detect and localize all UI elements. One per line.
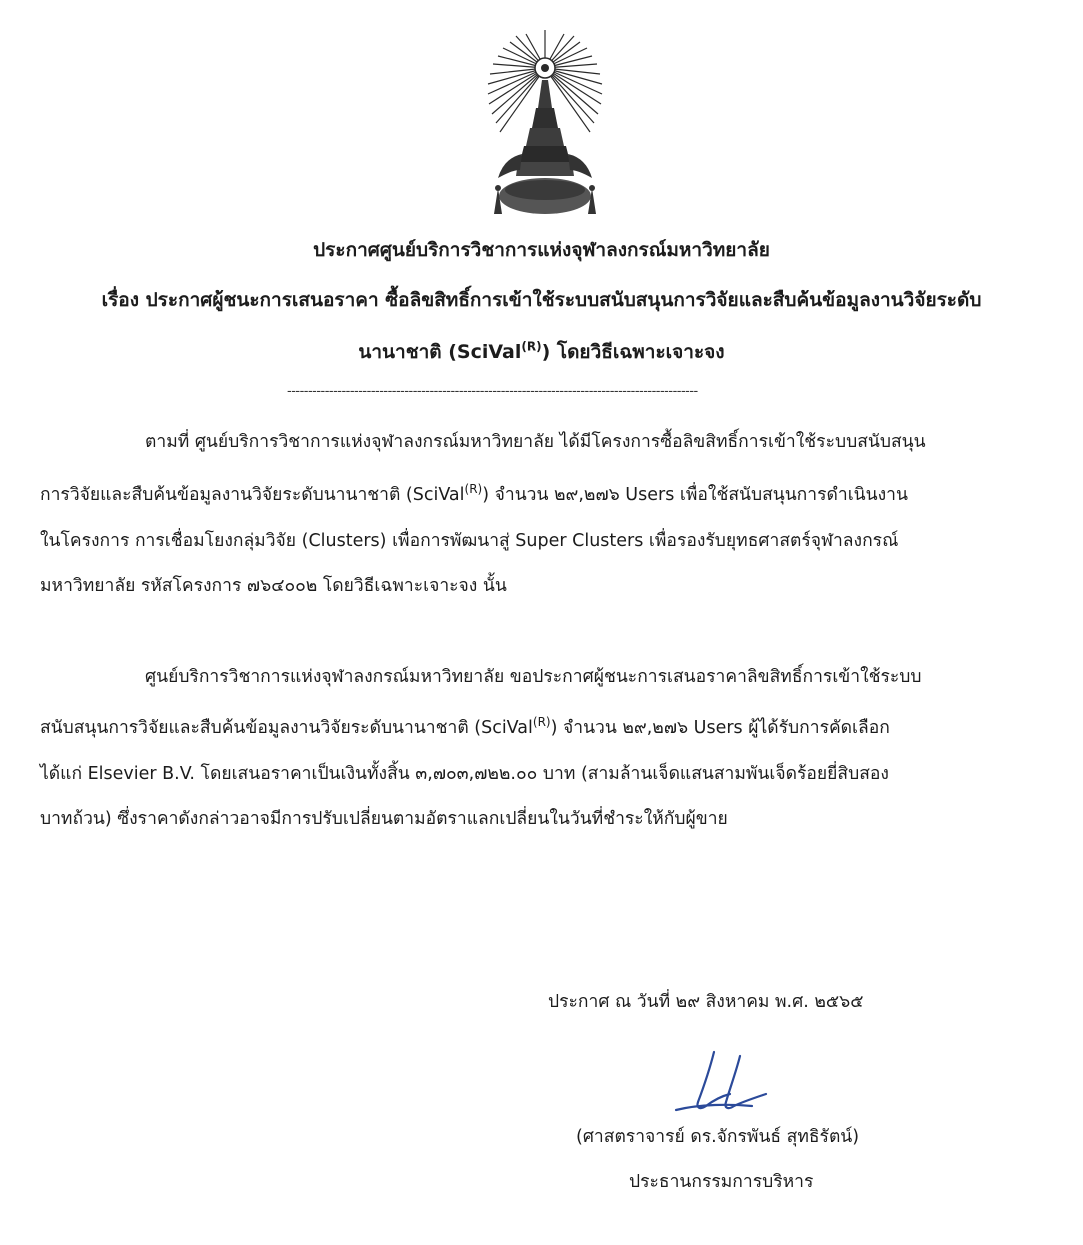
divider-line: -------------------------------------------------------------------------------------------------- [287,384,698,399]
p2-line2-post: ) จำนวน ๒๙,๒๗๖ Users ผู้ได้รับการคัดเลือก [550,718,890,738]
paragraph-2-line-2 [40,716,890,740]
paragraph-1-line-4: มหาวิทยาลัย รหัสโครงการ ๗๖๔๐๐๒ โดยวิธีเฉพาะเจาะจง นั้น [40,576,507,596]
handwritten-signature-icon [670,1046,790,1120]
paragraph-1-line-2 [40,483,908,507]
signatory-title: ประธานกรรมการบริหาร [629,1172,814,1192]
registered-mark: (R) [521,339,542,354]
announcement-subject: เรื่อง ประกาศผู้ชนะการเสนอราคา ซื้อลิขสิทธิ์การเข้าใช้ระบบสนับสนุนการวิจัยและสืบค้นข้อมูลงานวิจัยระดับ [101,289,982,311]
paragraph-2-line-4: บาทถ้วน) ซึ่งราคาดังกล่าวอาจมีการปรับเปลี่ยนตามอัตราแลกเปลี่ยนในวันที่ชำระให้กับผู้ขาย [40,809,728,829]
registered-mark: (R) [532,715,551,730]
signatory-name: (ศาสตราจารย์ ดร.จักรพันธ์ สุทธิรัตน์) [576,1127,860,1147]
paragraph-2-line-1: ศูนย์บริการวิชาการแห่งจุฬาลงกรณ์มหาวิทยาลัย ขอประกาศผู้ชนะการเสนอราคาลิขสิทธิ์การเข้าใช้ระบบ [145,667,922,687]
university-emblem-icon [486,28,604,228]
registered-mark: (R) [464,482,483,497]
p1-line2-post: ) จำนวน ๒๙,๒๗๖ Users เพื่อใช้สนับสนุนการดำเนินงาน [482,485,908,505]
announcement-date: ประกาศ ณ วันที่ ๒๙ สิงหาคม พ.ศ. ๒๕๖๕ [548,992,864,1012]
subject-text-post: ) โดยวิธีเฉพาะเจาะจง [541,341,725,363]
announcement-subject-continued [40,340,1043,364]
paragraph-1-line-1: ตามที่ ศูนย์บริการวิชาการแห่งจุฬาลงกรณ์มหาวิทยาลัย ได้มีโครงการซื้อลิขสิทธิ์การเข้าใช้ระบบสนับสนุน [145,432,926,452]
paragraph-2-line-3: ได้แก่ Elsevier B.V. โดยเสนอราคาเป็นเงินทั้งสิ้น ๓,๗๐๓,๗๒๒.๐๐ บาท (สามล้านเจ็ดแสนสามพันเจ็ดร้อยยี่สิบสอง [40,764,889,784]
p1-line2-pre: การวิจัยและสืบค้นข้อมูลงานวิจัยระดับนานาชาติ (SciVal [40,485,465,505]
p2-line2-pre: สนับสนุนการวิจัยและสืบค้นข้อมูลงานวิจัยระดับนานาชาติ (SciVal [40,718,533,738]
announcement-title: ประกาศศูนย์บริการวิชาการแห่งจุฬาลงกรณ์มหาวิทยาลัย [313,239,770,261]
paragraph-1-line-3: ในโครงการ การเชื่อมโยงกลุ่มวิจัย (Clusters) เพื่อการพัฒนาสู่ Super Clusters เพื่อรองรับยุทธศาสตร์จุฬาลงกรณ์ [40,531,899,551]
subject-text-pre: นานาชาติ (SciVal [358,341,522,363]
